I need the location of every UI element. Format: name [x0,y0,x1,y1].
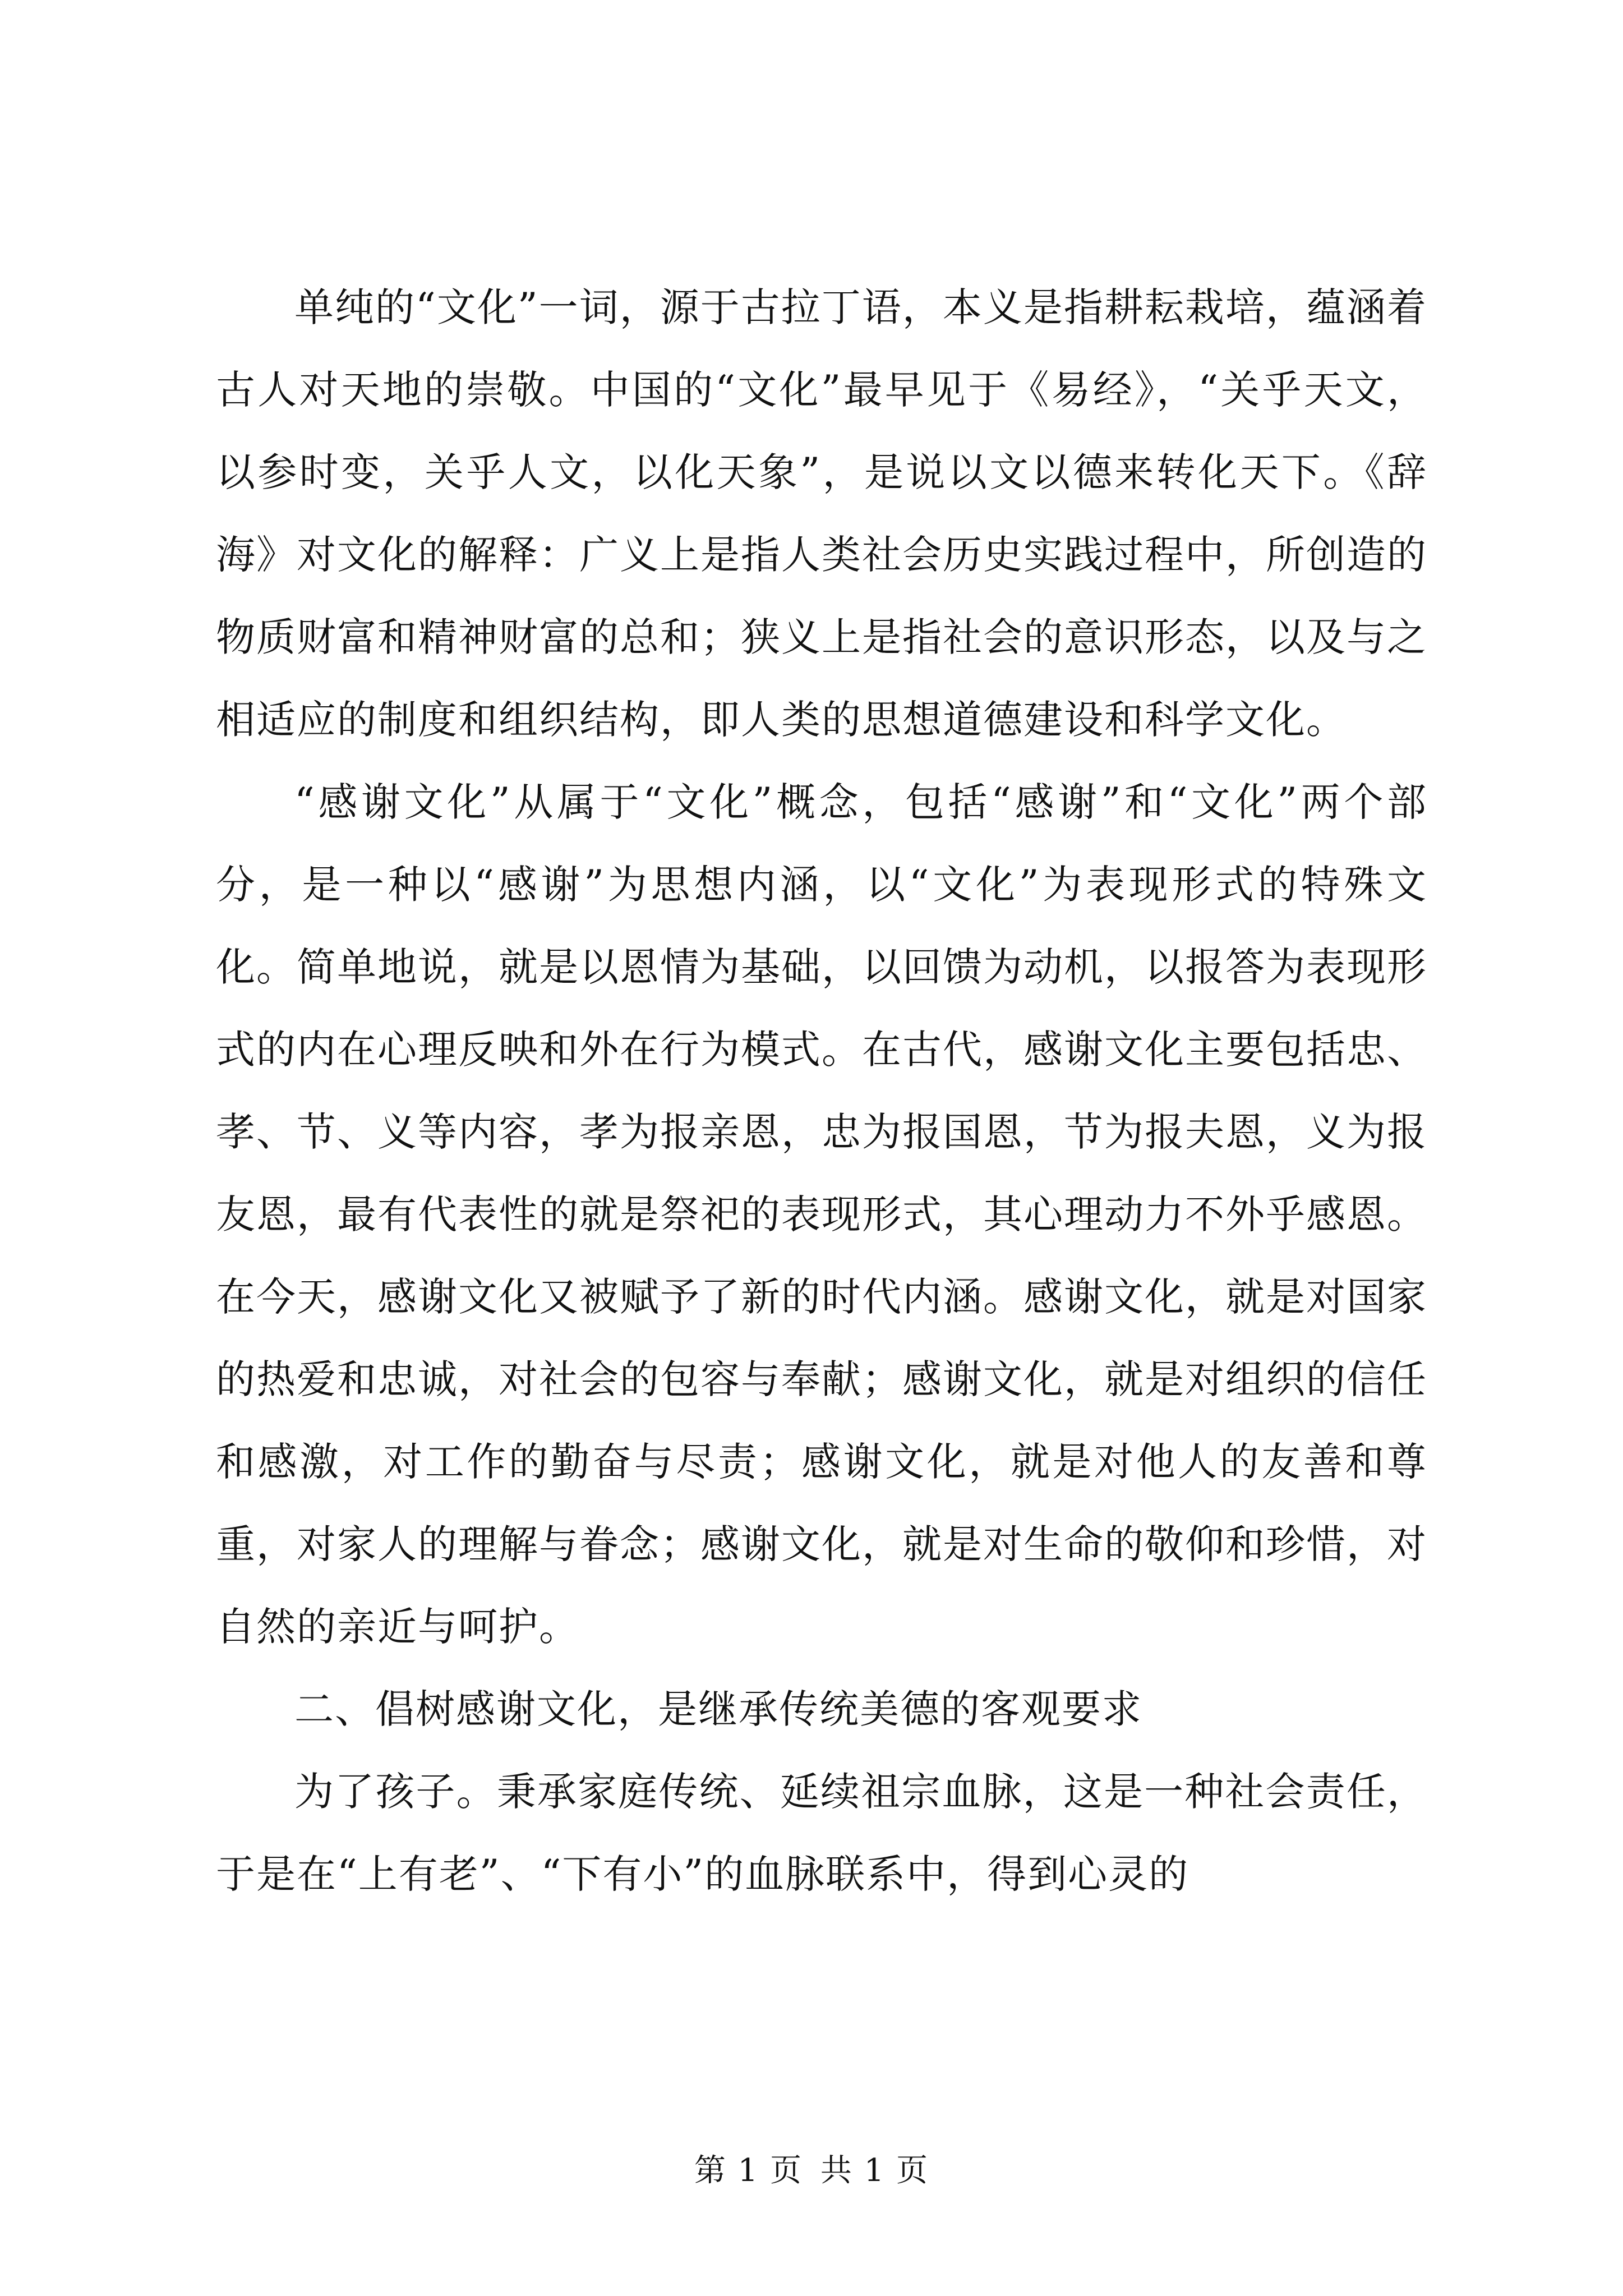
paragraph-for-children: 为了孩子。秉承家庭传统、延续祖宗血脉，这是一种社会责任，于是在“上有老”、“下有小”的血脉联系中，得到心灵的 [216,1769,1427,1897]
paragraph-gratitude-culture: “感谢文化”从属于“文化”概念，包括“感谢”和“文化”两个部分，是一种以“感谢”为思想内涵，以“文化”为表现形式的特殊文化。简单地说，就是以恩情为基础，以回馈为动机，以报答为表现形式的内在心理反映和外在行为模式。在古代，感谢文化主要包括忠、孝、节、义等内容，孝为报亲恩，忠为报国恩，节为报夫恩，义为报友恩，最有代表性的就是祭祀的表现形式，其心理动力不外乎感恩。在今天，感谢文化又被赋予了新的时代内涵。感谢文化，就是对国家的热爱和忠诚，对社会的包容与奉献；感谢文化，就是对组织的信任和感激，对工作的勤奋与尽责；感谢文化，就是对他人的友善和尊重，对家人的理解与眷念；感谢文化，就是对生命的敬仰和珍惜，对自然的亲近与呵护。 [216,779,1427,1650]
paragraph-culture-definition: 单纯的“文化”一词，源于古拉丁语，本义是指耕耘栽培，蕴涵着古人对天地的崇敬。中国的“文化”最早见于《易经》，“关乎天文，以参时变，关乎人文，以化天象”，是说以文以德来转化天下。《辞海》对文化的解释：广义上是指人类社会历史实践过程中，所创造的物质财富和精神财富的总和；狭义上是指社会的意识形态，以及与之相适应的制度和组织结构，即人类的思想道德建设和科学文化。 [216,284,1427,743]
document-body [216,266,1427,1916]
page-number-label: 第 1 页 [694,2152,803,2189]
page-total-label: 共 1 页 [820,2152,929,2189]
section-heading: 二、倡树感谢文化，是继承传统美德的客观要求 [294,1686,1142,1732]
page-footer [0,2151,1623,2191]
